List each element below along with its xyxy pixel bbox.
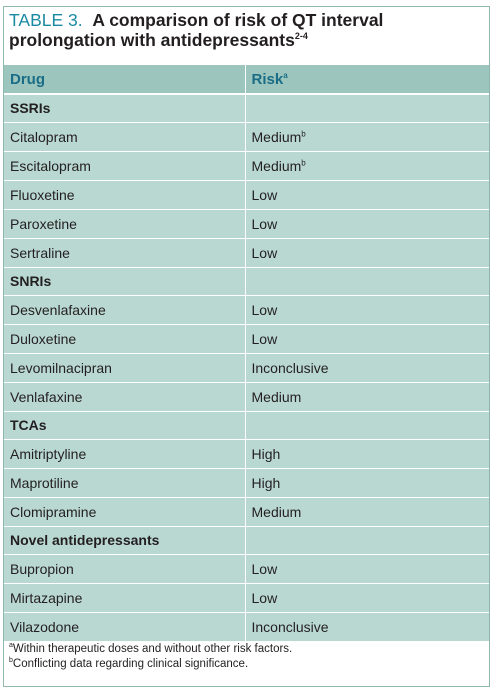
risk-value: Inconclusive [251,618,329,635]
risk-cell [245,497,489,526]
group-name: TCAs [4,411,245,439]
table-number-label: TABLE 3. [9,10,83,30]
risk-cell [245,554,489,583]
drug-name: Maprotiline [4,468,245,497]
risk-value: Low [251,589,278,606]
group-risk-empty [245,267,489,295]
drug-name: Vilazodone [4,612,245,641]
column-header-risk [245,65,489,94]
risk-cell [245,122,489,151]
group-row [4,94,489,122]
drug-name: Amitriptyline [4,439,245,468]
table-row [4,353,489,382]
table-row [4,468,489,497]
table-title [9,10,479,50]
drug-name: Citalopram [4,122,245,151]
risk-value: Low [251,560,278,577]
risk-value: Low [251,330,278,347]
risk-cell [245,439,489,468]
header-row [4,65,489,94]
table-body [4,94,489,641]
group-risk-empty [245,94,489,122]
risk-value: Medium [251,503,302,520]
risk-cell [245,324,489,353]
table-row [4,439,489,468]
table-row [4,151,489,180]
risk-cell [245,151,489,180]
risk-footnote-marker: b [301,128,306,138]
drug-name: Levomilnacipran [4,353,245,382]
risk-value: Low [251,215,278,232]
table-row [4,583,489,612]
risk-cell [245,295,489,324]
group-name: SSRIs [4,94,245,122]
table-title-text: A comparison of risk of QT interval prolongation with antidepressants [9,10,384,50]
risk-footnote-marker: b [301,157,306,167]
risk-cell [245,353,489,382]
title-reference-superscript: 2-4 [294,31,308,42]
table-row [4,209,489,238]
footnote [9,642,292,657]
risk-cell [245,238,489,267]
risk-value: Low [251,301,278,318]
risk-cell [245,583,489,612]
group-row [4,411,489,439]
footnote-text: Conflicting data regarding clinical significance. [12,657,249,670]
table-row [4,382,489,411]
risk-cell [245,209,489,238]
group-risk-empty [245,526,489,554]
footnote-text: Within therapeutic doses and without other risk factors. [12,643,293,655]
group-row [4,267,489,295]
column-header-risk-marker: a [283,70,288,80]
group-name: SNRIs [4,267,245,295]
risk-cell [245,382,489,411]
drug-name: Escitalopram [4,151,245,180]
footnote [9,657,292,672]
risk-value: High [251,474,281,491]
table-row [4,554,489,583]
column-header-drug: Drug [4,65,245,94]
footnote-marker: b [9,656,13,664]
table-row [4,180,489,209]
drug-name: Desvenlafaxine [4,295,245,324]
drug-name: Fluoxetine [4,180,245,209]
group-risk-empty [245,411,489,439]
risk-value: High [251,445,281,462]
group-row [4,526,489,554]
drug-name: Venlafaxine [4,382,245,411]
risk-value: Medium [251,128,302,145]
table-row [4,238,489,267]
column-header-risk-label: Risk [251,70,284,88]
risk-cell [245,612,489,641]
table-row [4,295,489,324]
risk-value: Medium [251,157,302,174]
risk-value: Inconclusive [251,359,329,376]
risk-value: Low [251,186,278,203]
risk-value: Medium [251,388,302,405]
drug-name: Clomipramine [4,497,245,526]
table-row [4,497,489,526]
risk-cell [245,468,489,497]
risk-cell [245,180,489,209]
drug-name: Duloxetine [4,324,245,353]
drug-name: Bupropion [4,554,245,583]
risk-value: Low [251,244,278,261]
footnote-marker: a [9,642,13,650]
drug-name: Sertraline [4,238,245,267]
drug-name: Mirtazapine [4,583,245,612]
risk-table [4,65,489,642]
drug-name: Paroxetine [4,209,245,238]
footnotes [9,642,292,671]
table-row [4,122,489,151]
table-row [4,612,489,641]
group-name: Novel antidepressants [4,526,245,554]
table-row [4,324,489,353]
